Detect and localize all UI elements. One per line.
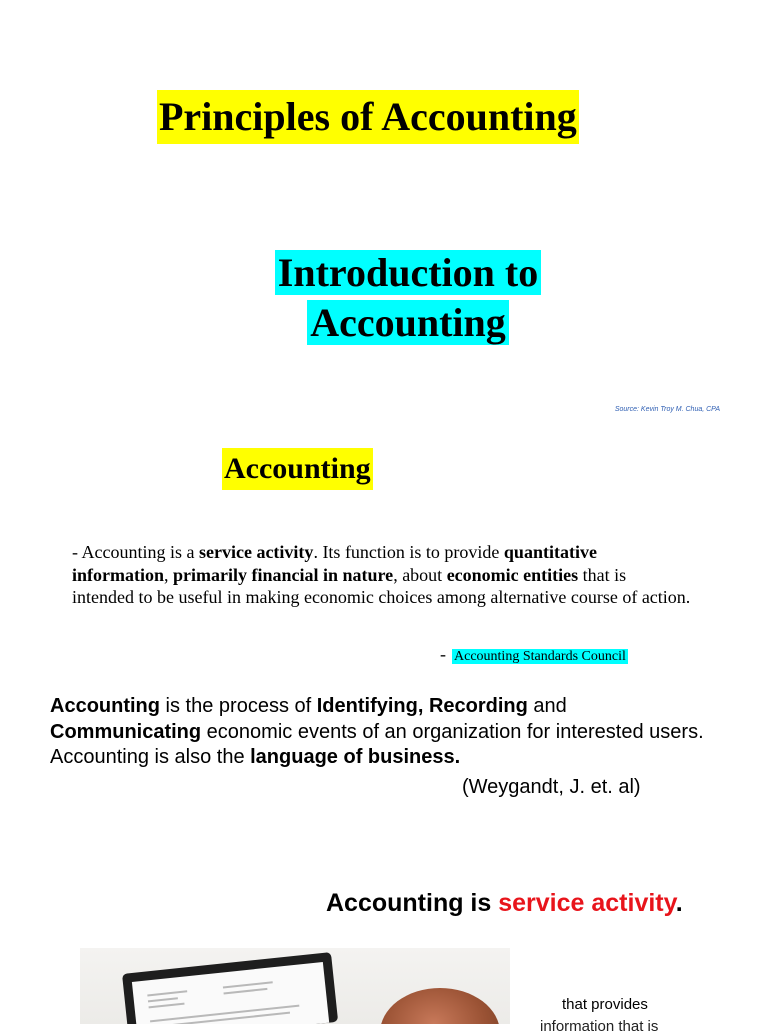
definition-text: , about	[393, 564, 447, 585]
attribution	[440, 644, 628, 665]
person-head-illustration	[380, 988, 500, 1024]
service-heading-prefix: Accounting is	[326, 889, 499, 917]
source-credit: Source: Kevin Troy M. Chua, CPA	[614, 406, 720, 413]
subtitle-line-1: Introduction to	[275, 250, 541, 295]
citation: (Weygandt, J. et. al)	[462, 776, 641, 798]
definition-bold: economic entities	[446, 564, 579, 585]
process-bold: Communicating	[50, 720, 202, 743]
process-paragraph	[50, 694, 710, 771]
definition-text: - Accounting is a	[72, 542, 199, 562]
attribution-dash: -	[440, 644, 446, 664]
monitor-illustration	[122, 952, 338, 1024]
service-heading-suffix: .	[675, 889, 683, 917]
definition-bold: primarily financial in nature	[173, 564, 394, 585]
page-title: Principles of Accounting	[157, 90, 579, 144]
service-heading-highlight: service activity	[498, 889, 676, 917]
photo-caption-line-1: that provides	[562, 996, 648, 1013]
definition-bold: service activity	[198, 542, 314, 562]
section-heading: Accounting	[222, 448, 373, 490]
subtitle-line-2: Accounting	[307, 300, 509, 345]
subtitle	[246, 248, 570, 348]
definition-paragraph	[72, 541, 692, 609]
service-heading	[326, 889, 683, 918]
definition-bold: quantitative information	[72, 542, 597, 585]
process-text: and	[527, 695, 567, 717]
definition-text: that is intended to be useful in making economic choices among alternative course of action.	[72, 564, 691, 607]
monitor-screen	[132, 962, 329, 1024]
process-text: economic events of an organization for interested users. Accounting is also the	[50, 720, 704, 768]
photo-caption-line-2: information that is	[540, 1018, 659, 1035]
process-text: is the process of	[160, 695, 317, 717]
process-bold: Identifying, Recording	[316, 695, 528, 717]
process-bold: language of business.	[250, 746, 461, 768]
definition-text: . Its function is to provide	[313, 542, 504, 562]
office-photo	[80, 948, 510, 1024]
process-bold: Accounting	[50, 695, 160, 717]
attribution-source: Accounting Standards Council	[454, 649, 626, 664]
definition-text: ,	[164, 564, 173, 585]
